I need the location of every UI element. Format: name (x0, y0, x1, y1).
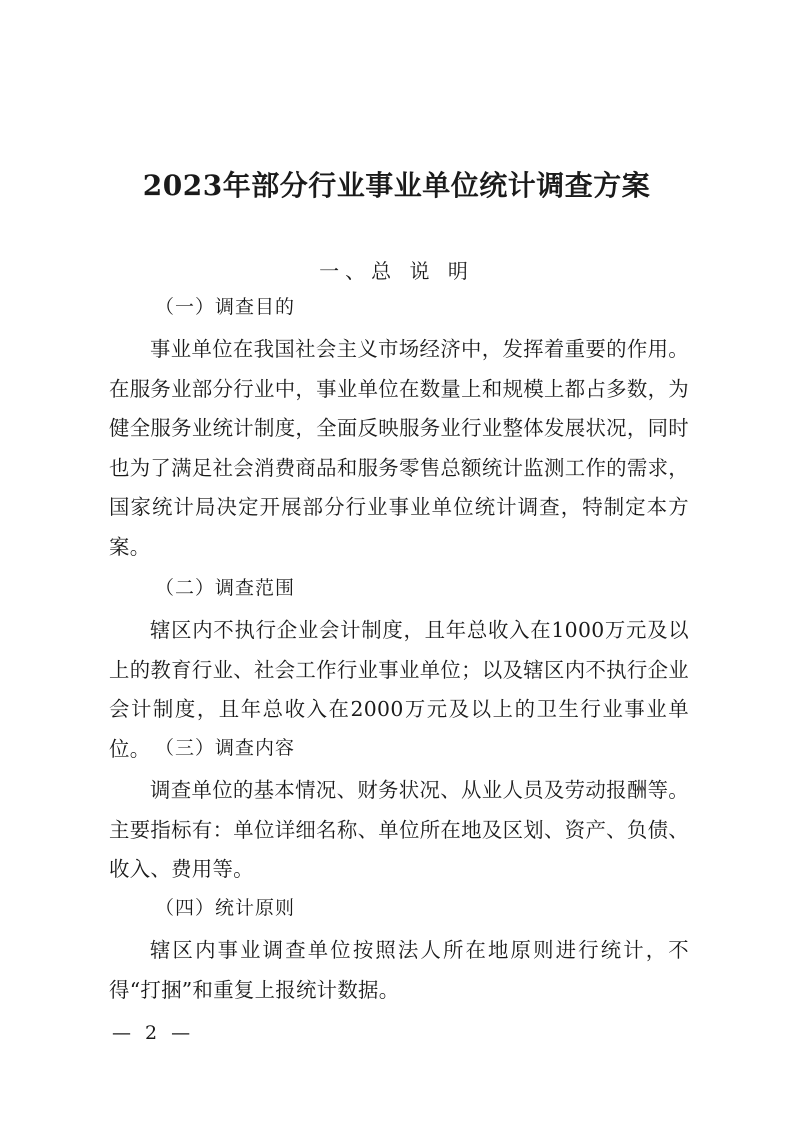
page-number: — 2 — (112, 1022, 195, 1044)
subsection-heading-purpose: （一）调查目的 (155, 296, 296, 318)
subsection-heading-content: （三）调查内容 (155, 737, 296, 759)
subsection-heading-scope: （二）调查范围 (155, 577, 296, 599)
section-heading: 一、总 说 明 (319, 259, 474, 283)
paragraph-purpose: 事业单位在我国社会主义市场经济中，发挥着重要的作用。在服务业部分行业中，事业单位在数量上和规模上都占多数，为健全服务业统计制度，全面反映服务业行业整体发展状况，同时也为了满足社会消费商品和服务零售总额统计监测工作的需求，国家统计局决定开展部分行业事业单位统计调查，特制定本方案。 (109, 337, 689, 559)
document-title: 2023年部分行业事业单位统计调查方案 (142, 169, 651, 202)
subsection-heading-principle: （四）统计原则 (155, 897, 296, 919)
paragraph-principle: 辖区内事业调查单位按照法人所在地原则进行统计，不得“打捆”和重复上报统计数据。 (109, 938, 689, 1002)
paragraph-content: 调查单位的基本情况、财务状况、从业人员及劳动报酬等。主要指标有：单位详细名称、单位所在地及区划、资产、负债、收入、费用等。 (109, 778, 689, 881)
paragraph-scope: 辖区内不执行企业会计制度，且年总收入在1000万元及以上的教育行业、社会工作行业事业单位；以及辖区内不执行企业会计制度，且年总收入在2000万元及以上的卫生行业事业单位。 (109, 618, 689, 761)
